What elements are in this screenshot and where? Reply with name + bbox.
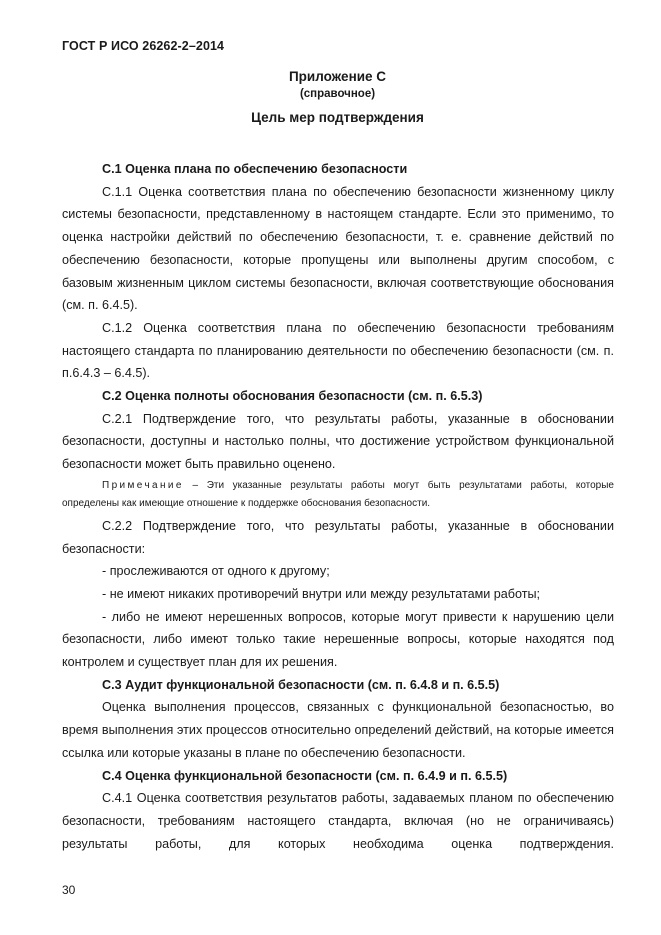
paragraph-c2-2: С.2.2 Подтверждение того, что результаты работы, указанные в обосновании безопасности:: [62, 518, 614, 556]
paragraph-c3-1: Оценка выполнения процессов, связанных с функциональной безопасностью, во время выполнения этих процессов относительно определений действий, на которые имеется ссылка или которые указаны в плане по обеспечению безопасности.: [62, 700, 614, 760]
appendix-subtitle: (справочное): [299, 88, 376, 100]
appendix-heading: Цель мер подтверждения: [251, 110, 424, 125]
paragraph-c1-1: С.1.1 Оценка соответствия плана по обеспечению безопасности жизненному циклу системы безопасности, представленному в настоящем стандарте. Если это применимо, то оценка настройки действий по обеспечению безопасности, т. е. сравнение действий по обеспечению безопасности, которые пропущены или выполнены другим способом, с базовым жизненным циклом системы безопасности, включая соответствующие обоснования (см. п. 6.4.5).: [62, 184, 614, 313]
note-label: Примечание: [102, 479, 184, 491]
appendix-title: Приложение С: [288, 69, 387, 84]
section-heading-c3: С.3 Аудит функциональной безопасности (см. п. 6.4.8 и п. 6.5.5): [102, 677, 500, 692]
note: [62, 477, 614, 513]
section-heading-c2: С.2 Оценка полноты обоснования безопасности (см. п. 6.5.3): [102, 389, 483, 404]
list-item: - не имеют никаких противоречий внутри или между результатами работы;: [102, 586, 541, 601]
paragraph-c1-2: С.1.2 Оценка соответствия плана по обеспечению безопасности требованиям настоящего стандарта по планированию деятельности по обеспечению безопасности (см. п. п.6.4.3 – 6.4.5).: [62, 320, 614, 381]
document-body: [62, 158, 614, 855]
list-item: - либо не имеют нерешенных вопросов, которые могут привести к нарушению цели безопасности, либо имеют только такие нерешенные вопросы, которые находятся под контролем и существует план для их решения.: [62, 609, 614, 670]
list-item: - прослеживаются от одного к другому;: [102, 564, 330, 579]
document-code-header: ГОСТ Р ИСО 26262-2–2014: [62, 39, 225, 53]
section-heading-c1: С.1 Оценка плана по обеспечению безопасности: [102, 162, 408, 176]
page-number: 30: [62, 883, 76, 897]
section-heading-c4: С.4 Оценка функциональной безопасности (см. п. 6.4.9 и п. 6.5.5): [102, 768, 508, 783]
note-text: – Эти указанные результаты работы могут быть результатами работы, которые определены как имеющие отношение к поддержке обоснования безопасности.: [62, 479, 614, 509]
paragraph-c4-1: С.4.1 Оценка соответствия результатов работы, задаваемых планом по обеспечению безопасности, требованиям настоящего стандарта, включая (но не ограничиваясь) результаты работы, для которых необходима оценка подтверждения.: [62, 791, 614, 851]
paragraph-c2-1: С.2.1 Подтверждение того, что результаты работы, указанные в обосновании безопасности, доступны и настолько полны, что достижение устройством функциональной безопасности может быть правильно оценено.: [62, 411, 614, 472]
